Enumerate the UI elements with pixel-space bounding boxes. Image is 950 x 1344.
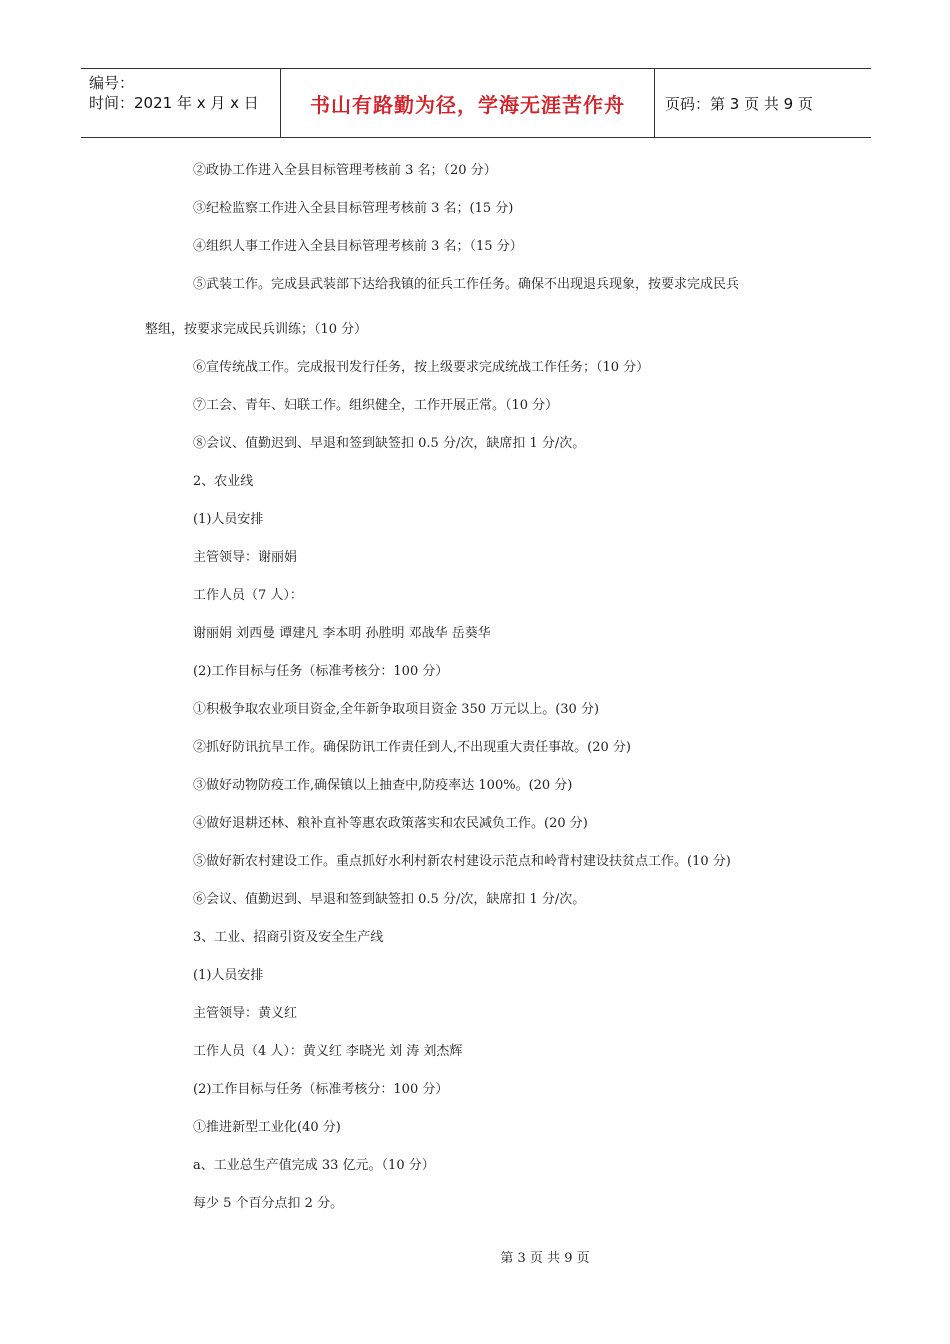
text-line: 每少 5 个百分点扣 2 分。 bbox=[193, 1196, 344, 1211]
text-line: ⑦工会、青年、妇联工作。组织健全，工作开展正常。（10 分） bbox=[193, 398, 559, 413]
text-line: ⑥宣传统战工作。完成报刊发行任务，按上级要求完成统战工作任务；（10 分） bbox=[193, 360, 650, 375]
page-header bbox=[81, 68, 871, 138]
header-meta bbox=[81, 69, 281, 137]
text-line: (1)人员安排 bbox=[193, 512, 264, 527]
text-line: 主管领导：谢丽娟 bbox=[193, 550, 298, 565]
text-line: ①积极争取农业项目资金,全年新争取项目资金 350 万元以上。(30 分) bbox=[193, 702, 600, 717]
header-motto-cell bbox=[281, 69, 655, 137]
text-line: ⑧会议、值勤迟到、早退和签到缺签扣 0.5 分/次，缺席扣 1 分/次。 bbox=[193, 436, 586, 451]
text-line: 整组，按要求完成民兵训练；（10 分） bbox=[145, 322, 368, 337]
text-line: 主管领导：黄义红 bbox=[193, 1006, 298, 1021]
serial-number-label: 编号： bbox=[89, 74, 135, 92]
text-line: 工作人员（4 人）：黄义红 李晓光 刘 涛 刘杰辉 bbox=[193, 1044, 463, 1059]
header-page-cell bbox=[655, 69, 871, 137]
header-motto: 书山有路勤为径，学海无涯苦作舟 bbox=[310, 92, 625, 117]
text-line: ④组织人事工作进入全县目标管理考核前 3 名；（15 分） bbox=[193, 239, 523, 254]
text-line: 谢丽娟 刘西曼 谭建凡 李本明 孙胜明 邓战华 岳葵华 bbox=[193, 626, 491, 641]
footer-page-number: 第 3 页 共 9 页 bbox=[500, 1251, 590, 1266]
text-line: 工作人员（7 人）： bbox=[193, 588, 303, 603]
text-line: ⑥会议、值勤迟到、早退和签到缺签扣 0.5 分/次，缺席扣 1 分/次。 bbox=[193, 892, 586, 907]
text-line: (2)工作目标与任务（标准考核分：100 分） bbox=[193, 1082, 449, 1097]
text-line: (2)工作目标与任务（标准考核分：100 分） bbox=[193, 664, 449, 679]
section-heading: 3、工业、招商引资及安全生产线 bbox=[193, 930, 384, 945]
date-label: 时间：2021 年 x 月 x 日 bbox=[89, 94, 259, 112]
text-line: ③做好动物防疫工作,确保镇以上抽查中,防疫率达 100%。(20 分) bbox=[193, 778, 573, 793]
text-line: ⑤武装工作。完成县武装部下达给我镇的征兵工作任务。确保不出现退兵现象，按要求完成民兵 bbox=[193, 277, 740, 292]
text-line: a、工业总生产值完成 33 亿元。（10 分） bbox=[193, 1158, 435, 1173]
header-page-label: 页码：第 3 页 共 9 页 bbox=[665, 94, 813, 113]
text-line: ②政协工作进入全县目标管理考核前 3 名；（20 分） bbox=[193, 163, 497, 178]
text-line: (1)人员安排 bbox=[193, 968, 264, 983]
page-footer bbox=[0, 1247, 950, 1266]
text-line: ③纪检监察工作进入全县目标管理考核前 3 名；(15 分) bbox=[193, 201, 514, 216]
section-heading: 2、农业线 bbox=[193, 474, 254, 489]
text-line: ⑤做好新农村建设工作。重点抓好水利村新农村建设示范点和岭背村建设扶贫点工作。(10 分) bbox=[193, 854, 731, 869]
text-line: ④做好退耕还林、粮补直补等惠农政策落实和农民减负工作。(20 分) bbox=[193, 816, 588, 831]
text-line: ②抓好防讯抗旱工作。确保防讯工作责任到人,不出现重大责任事故。(20 分) bbox=[193, 740, 631, 755]
text-line: ①推进新型工业化(40 分) bbox=[193, 1120, 341, 1135]
